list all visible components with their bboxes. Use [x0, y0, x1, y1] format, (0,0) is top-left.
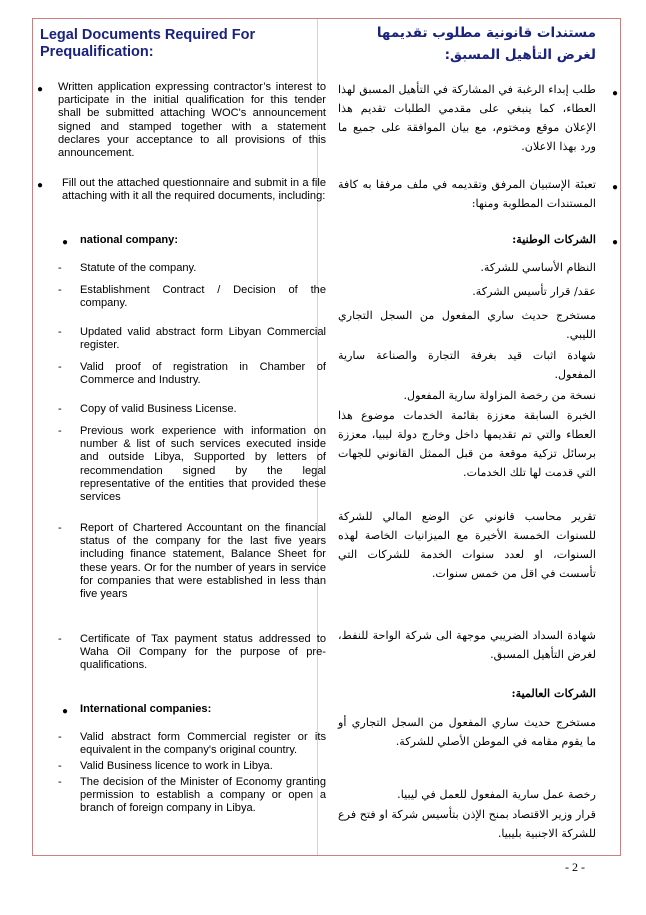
dash-marker: -: [58, 425, 62, 437]
bullet-marker: ●: [611, 182, 618, 193]
bullet-marker: ●: [611, 237, 618, 248]
bullet-marker: ●: [62, 237, 69, 248]
en-national-item: Report of Chartered Accountant on the financial status of the company for the last five years including finance statement, Balance Sheet for these years. Or for the number of years in service for companies that were established in less than five years: [80, 522, 326, 601]
en-national-item: Certificate of Tax payment status addressed to Waha Oil Company for the purpose of pre-qualifications.: [80, 633, 326, 672]
dash-marker: -: [58, 326, 62, 338]
ar-written-application: طلب إبداء الرغبة في المشاركة في التأهيل المسبق لهذا العطاء، كما ينبغي على مقدمي الطلبات تقديم هذا الإعلان موقع ومختوم، مع بيان الموافقة على جميع ما ورد بهذا الاعلان.: [338, 83, 596, 153]
bullet-marker: ●: [37, 84, 44, 95]
en-national-item: Valid proof of registration in Chamber of Commerce and Industry.: [80, 361, 326, 387]
dash-marker: -: [58, 284, 62, 296]
dash-marker: -: [58, 776, 62, 788]
english-title: Legal Documents Required For Prequalification:: [40, 27, 256, 60]
bullet-marker: ●: [62, 706, 69, 717]
dash-marker: -: [58, 361, 62, 373]
en-international-item: Valid Business licence to work in Libya.: [80, 760, 273, 772]
ar-international-item: رخصة عمل سارية المفعول للعمل في ليبيا.: [397, 788, 596, 801]
ar-national-item: شهادة اثبات قيد بغرفة التجارة والصناعة سارية المفعول.: [338, 349, 596, 381]
en-international-item: The decision of the Minister of Economy granting permission to establish a company or open a branch of foreign company in Libya.: [80, 776, 326, 815]
en-international-item: Valid abstract form Commercial register or its equivalent in the company's original country.: [80, 731, 326, 757]
ar-national-item: مستخرج حديث ساري المفعول من السجل التجاري الليبي.: [338, 309, 596, 341]
arabic-title: مستندات قانونية مطلوب تقديمها لغرض التأهيل المسبق:: [376, 25, 596, 63]
ar-national-item: النظام الأساسي للشركة.: [480, 261, 596, 274]
en-national-item: Previous work experience with information on number & list of such services executed inside and outside Libya, Supported by letters of recommendation signed by the legal representative of the entities that provided these services: [80, 425, 326, 504]
en-national-item: Statute of the company.: [80, 262, 197, 274]
dash-marker: -: [58, 633, 62, 645]
ar-questionnaire: تعبئة الإستبيان المرفق وتقديمه في ملف مرفقا به كافة المستندات المطلوبة ومنها:: [338, 178, 596, 210]
en-national-item: Copy of valid Business License.: [80, 403, 237, 415]
ar-national-item: الخبرة السابقة معززة بقائمة الخدمات موضوع هذا العطاء والتي تم تقديمها داخل وخارج دولة ليبيا، معززة برسائل تزكية موقعة من قبل الممثل القانوني للجهات التي قدمت لها تلك الخدمات.: [338, 409, 596, 479]
ar-national-item: عقد/ قرار تأسيس الشركة.: [472, 285, 596, 298]
page-number: - 2 -: [565, 860, 585, 874]
ar-international-item: مستخرج حديث ساري المفعول من السجل التجاري أو ما يقوم مقامه في الموطن الأصلي للشركة.: [338, 716, 596, 748]
bullet-marker: ●: [37, 180, 44, 191]
ar-national-item: تقرير محاسب قانوني عن الوضع المالي للشركة للسنوات الخمسة الأخيرة مع الميزانيات الخاصة لهذه السنوات، او لعدد سنوات الخدمة للشركات التي تأسست في اقل من خمس سنوات.: [338, 510, 596, 580]
dash-marker: -: [58, 760, 62, 772]
en-national-item: Establishment Contract / Decision of the company.: [80, 284, 326, 310]
en-questionnaire: Fill out the attached questionnaire and submit in a file attaching with it all the required documents, including:: [62, 177, 326, 203]
bullet-marker: ●: [611, 88, 618, 99]
en-international-heading: International companies:: [80, 703, 212, 715]
en-national-item: Updated valid abstract form Libyan Commercial register.: [80, 326, 326, 352]
ar-international-heading: الشركات العالمية:: [511, 686, 596, 700]
ar-international-item: قرار وزير الاقتصاد بمنح الإذن بتأسيس شركة او فتح فرع للشركة الاجنبية بليبيا.: [338, 808, 596, 840]
en-national-heading: national company:: [80, 234, 179, 246]
dash-marker: -: [58, 731, 62, 743]
en-written-application: Written application expressing contractor’s interest to participate in the initial qualification for this tender shall be submitted attaching WOC's announcement signed and stamped together with a statement declares your acceptance to all provisions of this announcement.: [58, 81, 326, 160]
ar-national-item: نسخة من رخصة المزاولة سارية المفعول.: [403, 389, 596, 402]
ar-national-item: شهادة السداد الضريبي موجهة الى شركة الواحة للنفط، لغرض التأهيل المسبق.: [338, 629, 596, 661]
dash-marker: -: [58, 522, 62, 534]
dash-marker: -: [58, 403, 62, 415]
ar-national-heading: الشركات الوطنية:: [512, 232, 596, 246]
dash-marker: -: [58, 262, 62, 274]
